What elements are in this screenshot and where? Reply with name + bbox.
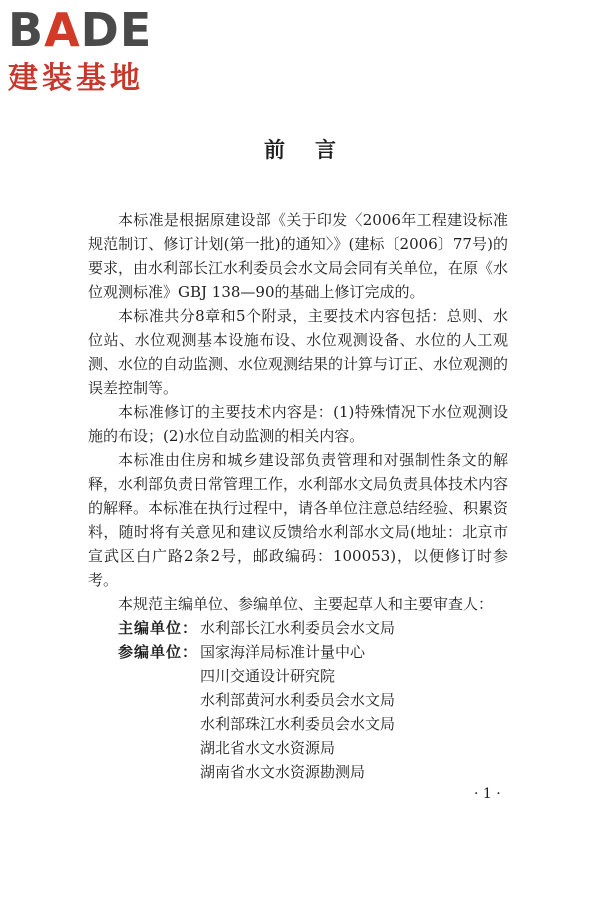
- logo-wordmark: [8, 3, 153, 57]
- unit-name: 四川交通设计研究院: [200, 667, 336, 685]
- logo-letter-b: B: [8, 3, 45, 57]
- paragraph: 本规范主编单位、参编单位、主要起草人和主要审查人：: [118, 595, 494, 613]
- participants-label: 参编单位：: [118, 643, 199, 661]
- unit-name: 水利部珠江水利委员会水文局: [200, 715, 396, 733]
- paragraph: 本标准共分8章和5个附录，主要技术内容包括：总则、水位站、水位观测基本设施布设、水位观测设备、水位的人工观测、水位的自动监测、水位观测结果的计算与订正、水位观测的误差控制等。: [88, 307, 509, 397]
- participants-list: [200, 640, 395, 784]
- paragraph: 本标准修订的主要技术内容是：(1)特殊情况下水位观测设施的布设；(2)水位自动监测的相关内容。: [88, 403, 508, 445]
- unit-name: 湖南省水文水资源勘测局: [200, 763, 366, 781]
- unit-name: 水利部长江水利委员会水文局: [200, 619, 396, 637]
- page-number: · 1 ·: [474, 786, 501, 802]
- chief-editor-list: [200, 616, 395, 640]
- unit-name: 水利部黄河水利委员会水文局: [200, 691, 396, 709]
- paragraph: 本标准是根据原建设部《关于印发〈2006年工程建设标准规范制订、修订计划(第一批)的通知〉》(建标〔2006〕77号)的要求，由水利部长江水利委员会水文局会同有关单位，在原《水位观测标准》GBJ 138—90的基础上修订完成的。: [88, 211, 509, 301]
- page-title: 前言: [264, 137, 366, 162]
- unit-name: 湖北省水文水资源局: [200, 739, 336, 757]
- logo-letters-de: DE: [80, 3, 153, 57]
- logo-subtitle: 建装基地: [8, 61, 144, 96]
- participant-units: [88, 640, 508, 784]
- unit-name: 国家海洋局标准计量中心: [200, 643, 366, 661]
- logo-letter-a: A: [44, 3, 81, 57]
- chief-editor-unit: [88, 616, 508, 640]
- chief-editor-label: 主编单位：: [118, 619, 199, 637]
- site-logo: [8, 3, 178, 98]
- document-body: [88, 208, 508, 784]
- paragraph: 本标准由住房和城乡建设部负责管理和对强制性条文的解释，水利部负责日常管理工作，水利部水文局负责具体技术内容的解释。本标准在执行过程中，请各单位注意总结经验、积累资料，随时将有关意见和建议反馈给水利部水文局(地址：北京市宣武区白广路2条2号，邮政编码：100053)，以便修订时参考。: [88, 451, 509, 589]
